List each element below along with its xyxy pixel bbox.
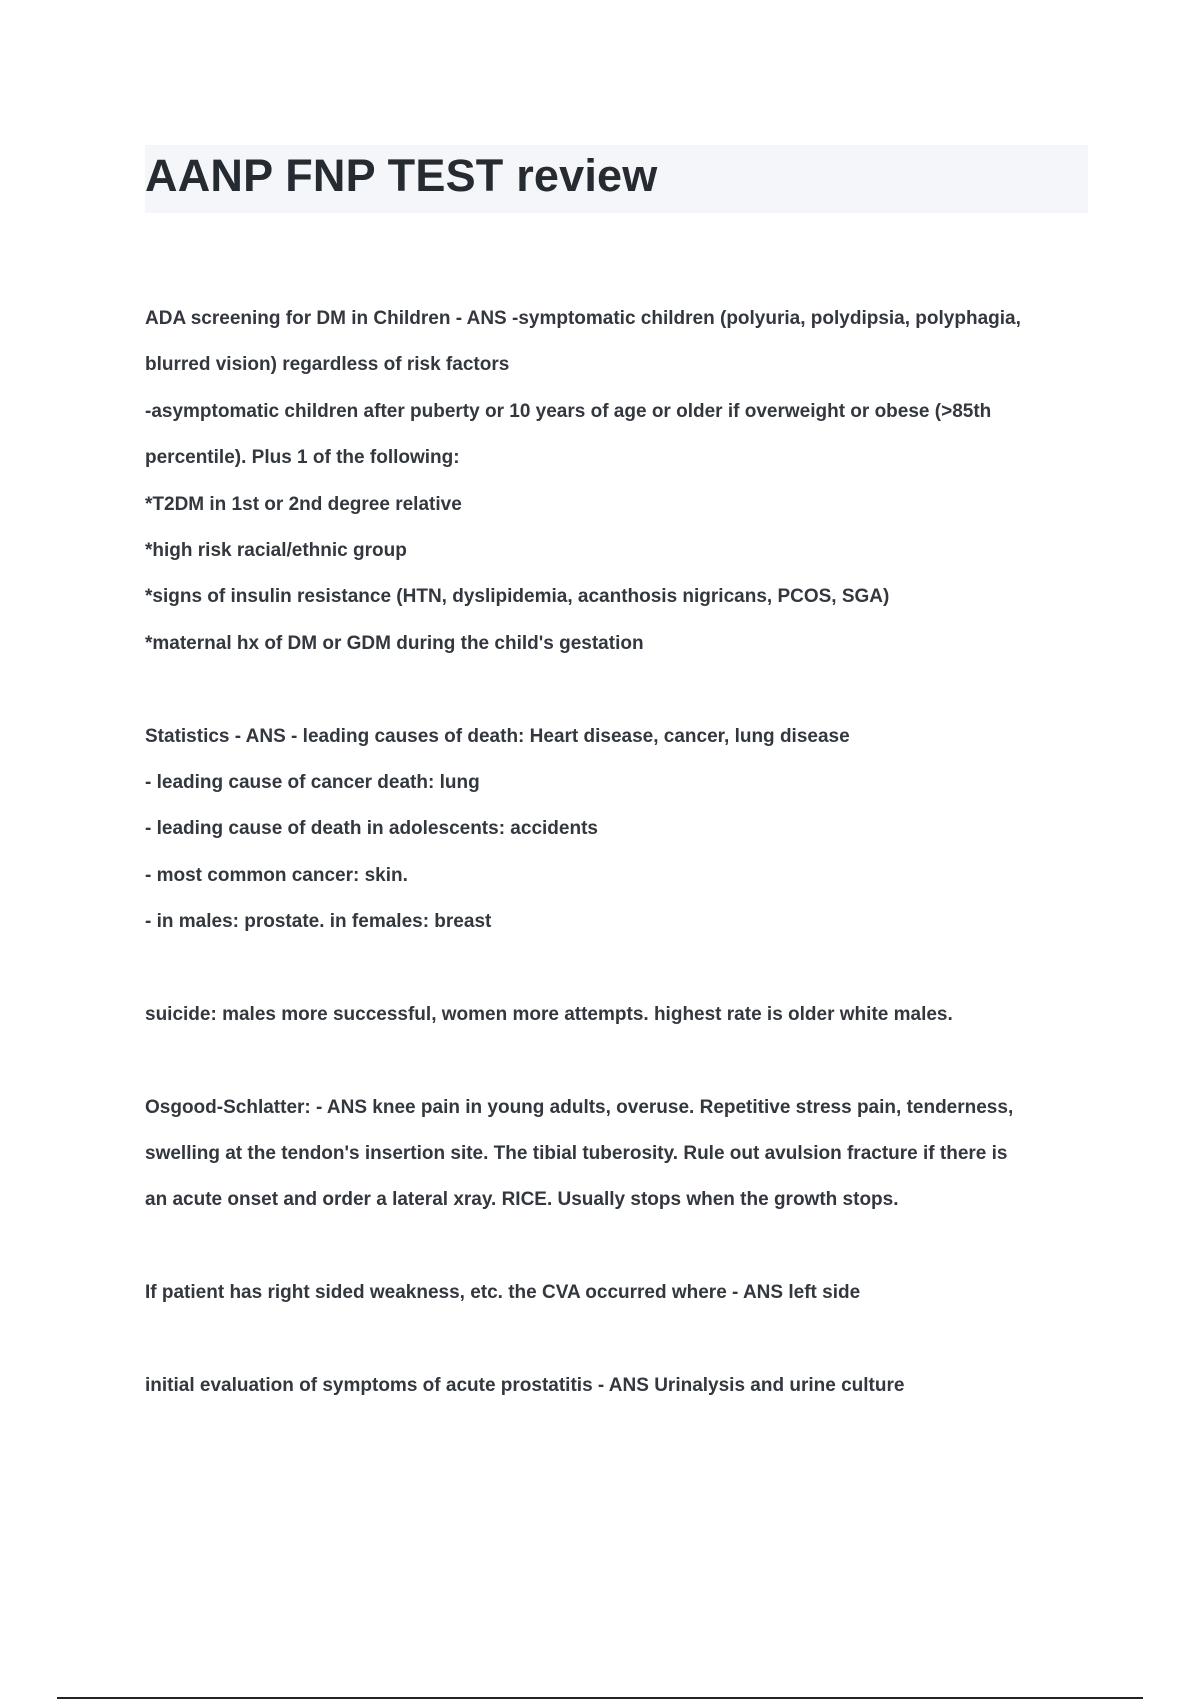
entry-separator: [145, 667, 1105, 713]
title-bar: [145, 145, 1088, 213]
entry-line: If patient has right sided weakness, etc. the CVA occurred where - ANS left side: [145, 1282, 861, 1304]
entry-line: *signs of insulin resistance (HTN, dyslipidemia, acanthosis nigricans, PCOS, SGA): [145, 586, 890, 608]
entry-suicide: [145, 992, 1105, 1038]
entry-line: *maternal hx of DM or GDM during the child's gestation: [145, 632, 644, 654]
entry-line: blurred vision) regardless of risk factors: [145, 354, 510, 376]
entry-cva: [145, 1270, 1105, 1316]
entry-line: - leading cause of cancer death: lung: [145, 771, 480, 793]
entry-line: - in males: prostate. in females: breast: [145, 911, 492, 933]
entry-line: Statistics - ANS - leading causes of death: Heart disease, cancer, lung disease: [145, 725, 850, 747]
entry-line: suicide: males more successful, women more attempts. highest rate is older white males.: [145, 1003, 953, 1025]
entry-statistics: [145, 714, 1105, 946]
footer-divider: [57, 1697, 1143, 1699]
entry-osgood-schlatter: [145, 1085, 1105, 1224]
entry-ada-screening: [145, 296, 1105, 667]
entry-prostatitis: [145, 1363, 1105, 1409]
entry-separator: [145, 1038, 1105, 1084]
entry-line: ADA screening for DM in Children - ANS -symptomatic children (polyuria, polydipsia, polyphagia,: [145, 308, 1021, 329]
entry-line: - leading cause of death in adolescents: accidents: [145, 818, 598, 840]
entry-separator: [145, 945, 1105, 991]
entry-line: - most common cancer: skin.: [145, 864, 408, 886]
entry-line: percentile). Plus 1 of the following:: [145, 447, 460, 469]
entry-line: *high risk racial/ethnic group: [145, 539, 407, 561]
document-body: [145, 296, 1105, 1409]
entry-separator: [145, 1317, 1105, 1363]
page-title: AANP FNP TEST review: [145, 150, 658, 201]
entry-line: swelling at the tendon's insertion site. The tibial tuberosity. Rule out avulsion fracture if there is: [145, 1143, 1008, 1165]
entry-line: Osgood-Schlatter: - ANS knee pain in young adults, overuse. Repetitive stress pain, tenderness,: [145, 1096, 1014, 1118]
entry-line: *T2DM in 1st or 2nd degree relative: [145, 493, 462, 515]
entry-line: initial evaluation of symptoms of acute prostatitis - ANS Urinalysis and urine culture: [145, 1374, 905, 1396]
entry-line: -asymptomatic children after puberty or 10 years of age or older if overweight or obese (>85th: [145, 400, 992, 422]
entry-separator: [145, 1224, 1105, 1270]
entry-line: an acute onset and order a lateral xray. RICE. Usually stops when the growth stops.: [145, 1189, 899, 1211]
